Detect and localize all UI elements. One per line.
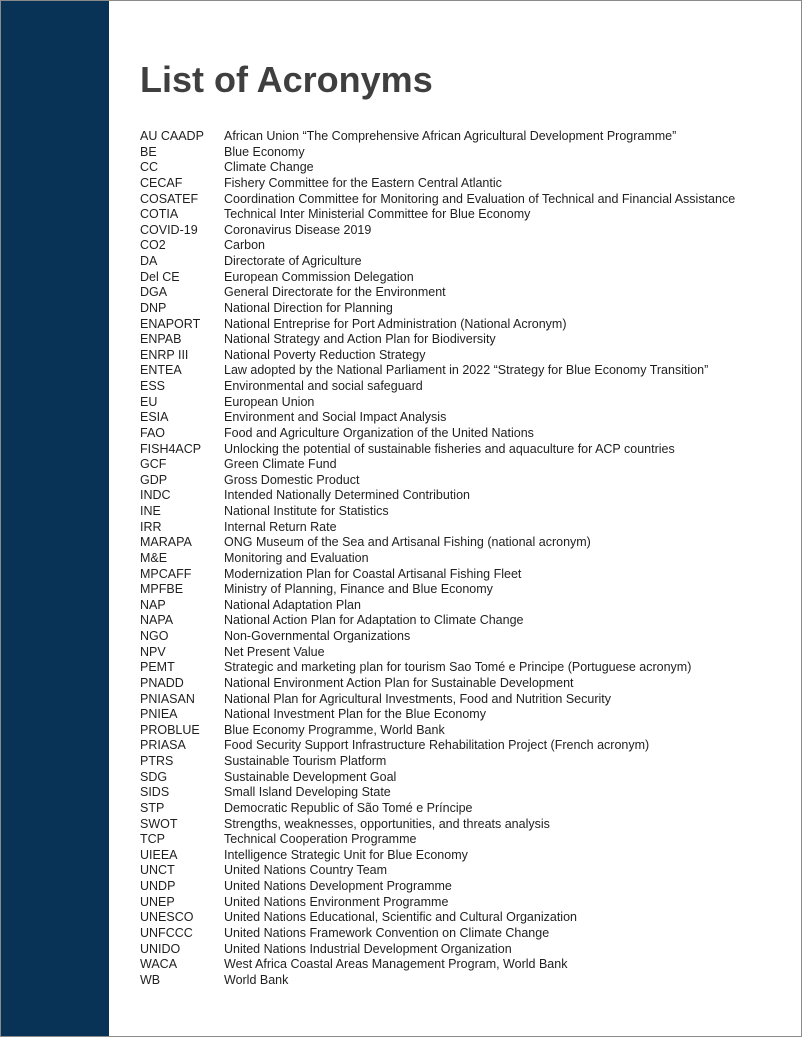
acronym-row [140,770,790,786]
acronym-definition: National Environment Action Plan for Sustainable Development [224,675,574,690]
acronym-row [140,442,790,458]
acronym-definition: National Direction for Planning [224,300,393,315]
acronym-definition: Gross Domestic Product [224,472,360,487]
acronym-row [140,551,790,567]
acronym-definition: West Africa Coastal Areas Management Program, World Bank [224,957,568,972]
acronym-definition: Internal Return Rate [224,519,337,534]
acronym-abbreviation: WB [140,972,161,987]
acronym-abbreviation: UNFCCC [140,925,193,940]
acronym-abbreviation: CO2 [140,238,166,253]
acronym-abbreviation: M&E [140,550,168,565]
acronym-definition: Climate Change [224,160,314,175]
acronym-abbreviation: UNCT [140,863,175,878]
acronym-abbreviation: GCF [140,457,167,472]
acronym-definition: National Plan for Agricultural Investments, Food and Nutrition Security [224,691,611,706]
acronym-abbreviation: PNADD [140,675,184,690]
acronym-abbreviation: MARAPA [140,535,192,550]
acronym-definition: Intended Nationally Determined Contribution [224,488,470,503]
acronym-abbreviation: Del CE [140,269,180,284]
acronym-row [140,488,790,504]
acronym-abbreviation: UNIDO [140,941,181,956]
acronym-abbreviation: NAPA [140,613,174,628]
acronym-row [140,817,790,833]
acronym-abbreviation: SDG [140,769,168,784]
acronym-abbreviation: ENPAB [140,332,182,347]
side-color-band [1,1,109,1036]
acronym-definition: ONG Museum of the Sea and Artisanal Fishing (national acronym) [224,535,591,550]
acronym-definition: Environmental and social safeguard [224,379,423,393]
page-title: List of Acronyms [140,59,433,100]
acronym-row [140,942,790,958]
acronym-abbreviation: INE [140,504,161,518]
acronym-definition: Fishery Committee for the Eastern Central Atlantic [224,175,502,190]
acronym-definition: African Union “The Comprehensive African Agricultural Development Programme” [224,129,677,143]
acronym-definition: United Nations Environment Programme [224,894,449,909]
acronym-definition: Strengths, weaknesses, opportunities, and threats analysis [224,816,550,831]
acronym-row [140,926,790,942]
acronym-row [140,973,790,989]
acronym-definition: Coordination Committee for Monitoring and Evaluation of Technical and Financial Assistance [224,191,736,206]
acronym-row [140,145,790,161]
acronym-definition: Environment and Social Impact Analysis [224,410,447,425]
acronym-abbreviation: UNESCO [140,910,194,925]
acronym-abbreviation: BE [140,144,157,159]
acronym-row [140,863,790,879]
acronym-definition: Democratic Republic of São Tomé e Príncipe [224,800,473,815]
acronym-abbreviation: ENAPORT [140,316,201,331]
acronym-definition: Technical Cooperation Programme [224,832,417,847]
acronym-row [140,723,790,739]
acronym-abbreviation: CC [140,160,159,175]
acronym-abbreviation: UIEEA [140,847,178,862]
acronym-row [140,801,790,817]
acronym-abbreviation: SIDS [140,785,170,800]
acronym-definition: European Commission Delegation [224,269,414,284]
acronym-definition: United Nations Development Programme [224,879,452,893]
acronym-definition: Strategic and marketing plan for tourism Sao Tomé e Principe (Portuguese acronym) [224,660,692,675]
acronym-row [140,520,790,536]
acronym-definition: National Action Plan for Adaptation to Climate Change [224,613,524,628]
acronym-row [140,223,790,239]
acronym-definition: National Adaptation Plan [224,597,361,612]
acronym-abbreviation: PNIEA [140,707,178,722]
acronym-definition: United Nations Educational, Scientific and Cultural Organization [224,910,577,925]
acronym-abbreviation: ESIA [140,410,169,425]
acronym-abbreviation: NGO [140,629,169,643]
acronym-row [140,426,790,442]
acronym-definition: Blue Economy Programme, World Bank [224,722,445,737]
acronym-abbreviation: SWOT [140,816,178,831]
acronym-row [140,692,790,708]
acronym-row [140,645,790,661]
acronym-row [140,363,790,379]
acronym-definition: Directorate of Agriculture [224,254,362,268]
acronym-abbreviation: FISH4ACP [140,441,202,456]
acronym-abbreviation: MPCAFF [140,566,192,581]
acronym-definition: Small Island Developing State [224,785,391,800]
acronym-row [140,629,790,645]
acronym-row [140,754,790,770]
acronym-row [140,410,790,426]
acronym-row [140,567,790,583]
acronym-definition: Food and Agriculture Organization of the United Nations [224,425,534,440]
acronym-row [140,785,790,801]
acronym-definition: United Nations Industrial Development Organization [224,941,512,956]
acronym-abbreviation: DGA [140,285,168,300]
acronym-row [140,613,790,629]
acronym-row [140,535,790,551]
acronym-abbreviation: TCP [140,832,165,847]
acronym-definition: Food Security Support Infrastructure Rehabilitation Project (French acronym) [224,738,650,753]
acronym-definition: Unlocking the potential of sustainable fisheries and aquaculture for ACP countries [224,441,675,456]
acronym-abbreviation: ENTEA [140,363,182,378]
acronym-abbreviation: WACA [140,957,178,972]
acronym-definition: Sustainable Development Goal [224,769,397,784]
acronym-definition: Monitoring and Evaluation [224,550,369,565]
acronym-abbreviation: FAO [140,425,166,440]
acronym-abbreviation: UNDP [140,879,176,893]
acronym-abbreviation: GDP [140,472,168,487]
acronym-definition: Modernization Plan for Coastal Artisanal Fishing Fleet [224,566,522,581]
acronym-row [140,285,790,301]
acronym-abbreviation: COSATEF [140,191,199,206]
acronym-row [140,207,790,223]
acronym-definition: Non-Governmental Organizations [224,629,411,643]
acronym-abbreviation: COTIA [140,207,179,222]
acronym-row [140,504,790,520]
acronym-abbreviation: PRIASA [140,738,186,753]
acronym-abbreviation: CECAF [140,175,183,190]
acronym-abbreviation: ENRP III [140,347,189,362]
acronym-abbreviation: INDC [140,488,171,503]
acronym-definition: Coronavirus Disease 2019 [224,222,372,237]
acronym-row [140,395,790,411]
acronym-definition: General Directorate for the Environment [224,285,446,300]
acronym-abbreviation: MPFBE [140,582,184,597]
acronym-row [140,129,790,145]
acronym-definition: Ministry of Planning, Finance and Blue Economy [224,582,493,597]
acronym-row [140,254,790,270]
acronym-list [140,129,790,988]
acronym-row [140,957,790,973]
acronym-definition: World Bank [224,972,289,987]
acronym-row [140,910,790,926]
acronym-row [140,707,790,723]
acronym-row [140,895,790,911]
acronym-abbreviation: AU CAADP [140,129,204,143]
acronym-definition: Law adopted by the National Parliament in 2022 “Strategy for Blue Economy Transition” [224,363,709,378]
acronym-row [140,379,790,395]
acronym-abbreviation: PEMT [140,660,175,675]
acronym-abbreviation: EU [140,394,158,409]
acronym-row [140,332,790,348]
acronym-abbreviation: DNP [140,300,167,315]
acronym-row [140,598,790,614]
acronym-row [140,160,790,176]
acronym-row [140,317,790,333]
acronym-abbreviation: COVID-19 [140,222,198,237]
acronym-definition: National Investment Plan for the Blue Economy [224,707,486,722]
acronym-definition: National Entreprise for Port Administration (National Acronym) [224,316,567,331]
acronym-definition: Carbon [224,238,265,253]
acronym-definition: Net Present Value [224,644,325,659]
acronym-definition: Technical Inter Ministerial Committee for Blue Economy [224,207,531,222]
acronym-row [140,457,790,473]
acronym-abbreviation: IRR [140,519,162,534]
acronym-abbreviation: DA [140,254,158,268]
acronym-definition: National Strategy and Action Plan for Biodiversity [224,332,496,347]
acronym-definition: Green Climate Fund [224,457,337,472]
acronym-abbreviation: PTRS [140,754,174,768]
acronym-definition: United Nations Country Team [224,863,388,878]
acronym-definition: National Institute for Statistics [224,504,389,518]
acronym-abbreviation: STP [140,800,165,815]
acronym-abbreviation: NAP [140,597,166,612]
acronym-abbreviation: NPV [140,644,166,659]
acronym-definition: European Union [224,394,315,409]
acronym-abbreviation: PROBLUE [140,722,200,737]
acronym-row [140,676,790,692]
acronym-row [140,879,790,895]
acronym-row [140,660,790,676]
acronym-definition: United Nations Framework Convention on Climate Change [224,925,550,940]
acronym-row [140,832,790,848]
acronym-row [140,270,790,286]
acronym-row [140,582,790,598]
acronym-row [140,301,790,317]
acronym-abbreviation: ESS [140,379,166,393]
acronym-row [140,848,790,864]
acronym-row [140,176,790,192]
acronym-definition: Intelligence Strategic Unit for Blue Economy [224,847,468,862]
acronym-row [140,473,790,489]
acronym-row [140,738,790,754]
acronym-definition: National Poverty Reduction Strategy [224,347,426,362]
acronym-row [140,238,790,254]
acronym-row [140,192,790,208]
acronym-row [140,348,790,364]
acronym-definition: Sustainable Tourism Platform [224,754,387,768]
acronym-abbreviation: UNEP [140,894,175,909]
acronym-definition: Blue Economy [224,144,305,159]
acronym-abbreviation: PNIASAN [140,691,195,706]
